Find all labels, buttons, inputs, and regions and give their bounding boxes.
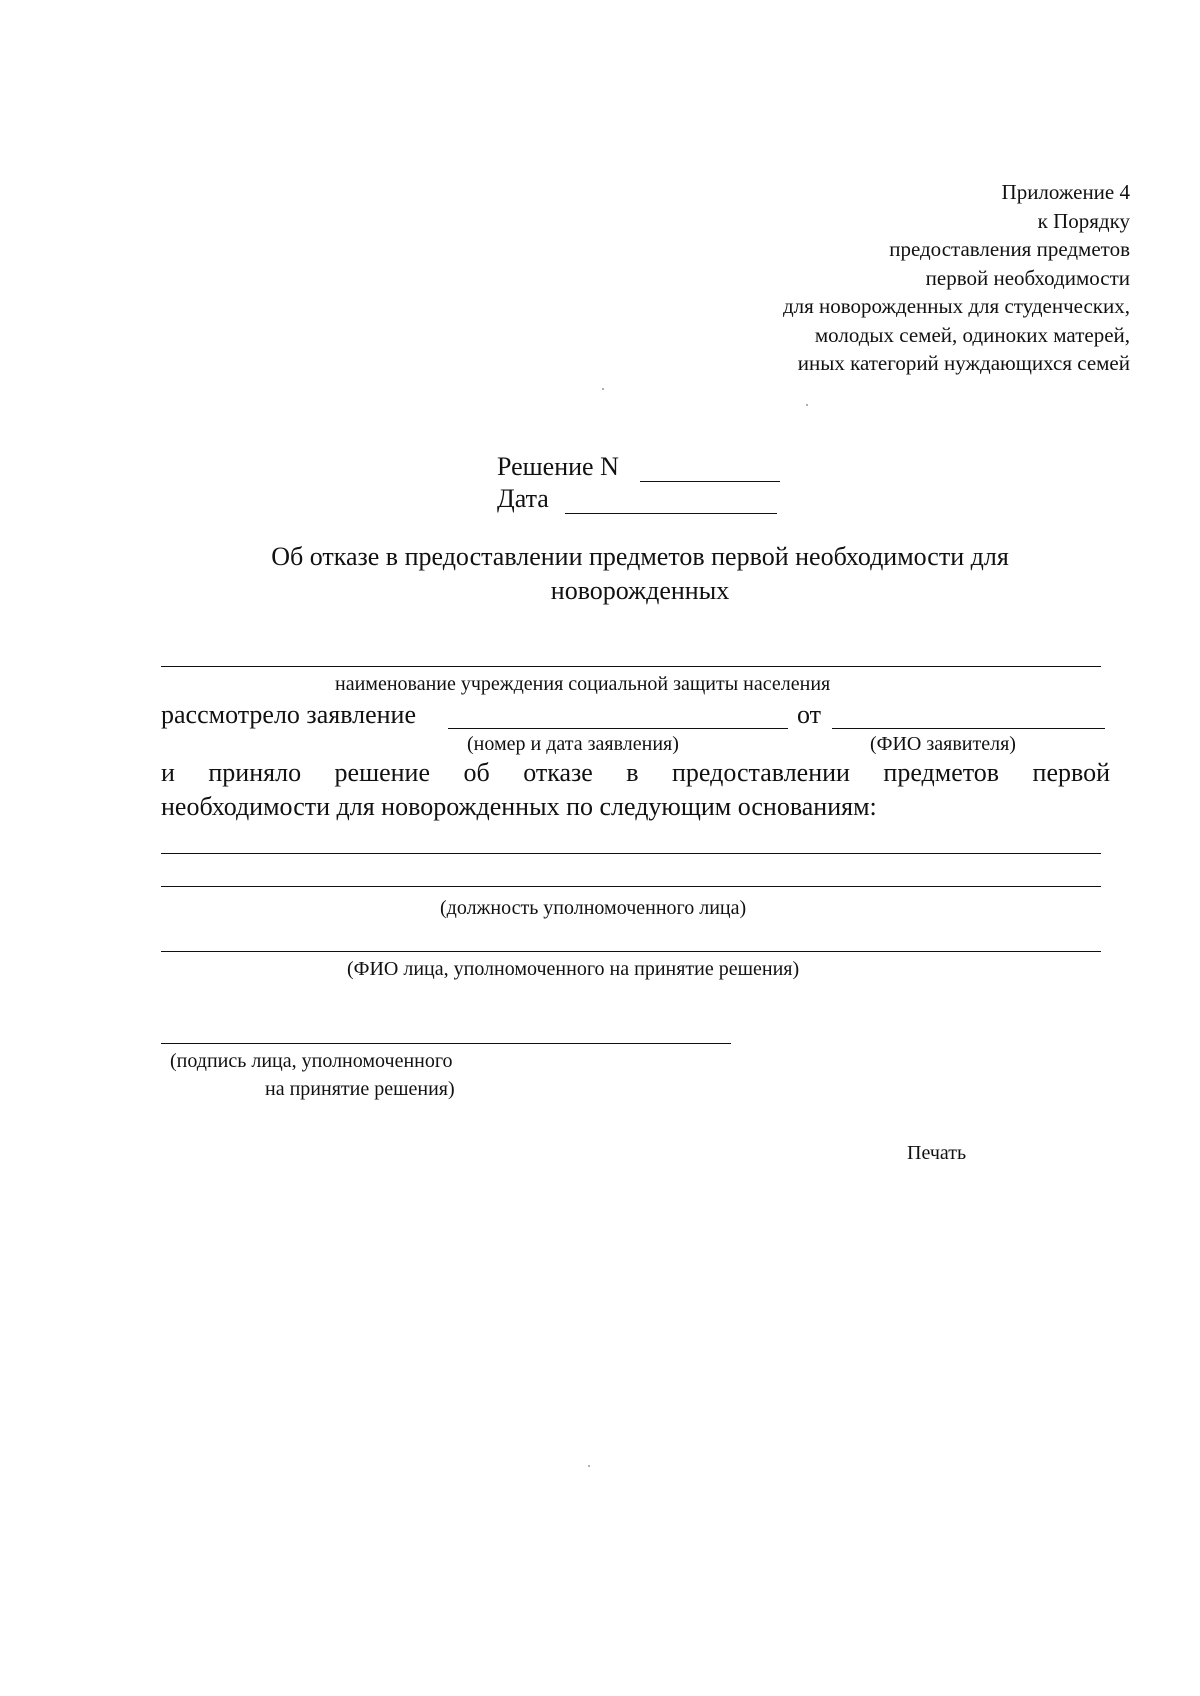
decision-number-label: Решение N <box>497 452 619 481</box>
decision-word: предоставлении <box>672 758 850 787</box>
signature-field[interactable] <box>161 1043 731 1044</box>
annex-line: молодых семей, одиноких матерей, <box>814 322 1130 347</box>
from-label: от <box>797 700 822 729</box>
decision-word: первой <box>1032 758 1110 787</box>
institution-name-field[interactable] <box>161 666 1101 667</box>
decision-word: об <box>463 758 490 787</box>
decision-text-line2: необходимости для новорожденных по следующим основаниям: <box>161 792 877 821</box>
signature-caption-line2: на принятие решения) <box>265 1078 455 1100</box>
annex-block <box>620 178 1130 378</box>
decision-word: и <box>161 758 175 787</box>
decision-word: отказе <box>523 758 593 787</box>
position-caption: (должность уполномоченного лица) <box>440 897 747 919</box>
annex-line: Приложение 4 <box>1001 180 1130 204</box>
annex-line: для новорожденных для студенческих, <box>782 294 1130 318</box>
grounds-field-1[interactable] <box>161 853 1101 854</box>
official-name-caption: (ФИО лица, уполномоченного на принятие решения) <box>347 958 800 980</box>
scan-speck <box>806 404 808 406</box>
considered-label: рассмотрело заявление <box>161 700 417 729</box>
decision-text-line1 <box>161 758 1110 788</box>
decision-word: приняло <box>208 758 302 787</box>
applicant-caption: (ФИО заявителя) <box>870 733 1016 755</box>
scan-speck <box>588 1465 590 1467</box>
institution-caption: наименование учреждения социальной защиты населения <box>335 673 831 695</box>
annex-line: первой необходимости <box>925 265 1130 290</box>
grounds-field-2[interactable] <box>161 886 1101 887</box>
applicant-name-field[interactable] <box>832 728 1105 729</box>
decision-date-field[interactable] <box>565 513 777 514</box>
signature-caption-line1: (подпись лица, уполномоченного <box>170 1050 453 1072</box>
annex-line: к Порядку <box>1037 208 1130 233</box>
official-name-field[interactable] <box>161 951 1101 952</box>
annex-line: предоставления предметов <box>889 237 1130 261</box>
decision-word: предметов <box>883 758 1000 787</box>
annex-line: иных категорий нуждающихся семей <box>797 351 1130 375</box>
document-title: Об отказе в предоставлении предметов первой необходимости для новорожденных <box>271 542 1009 605</box>
application-caption: (номер и дата заявления) <box>467 733 679 755</box>
decision-number-field[interactable] <box>640 481 780 482</box>
decision-date-label: Дата <box>497 484 549 513</box>
application-number-date-field[interactable] <box>448 728 788 729</box>
scan-speck <box>602 388 604 390</box>
stamp-label: Печать <box>907 1142 967 1164</box>
decision-word: в <box>626 758 639 787</box>
decision-word: решение <box>334 758 431 787</box>
